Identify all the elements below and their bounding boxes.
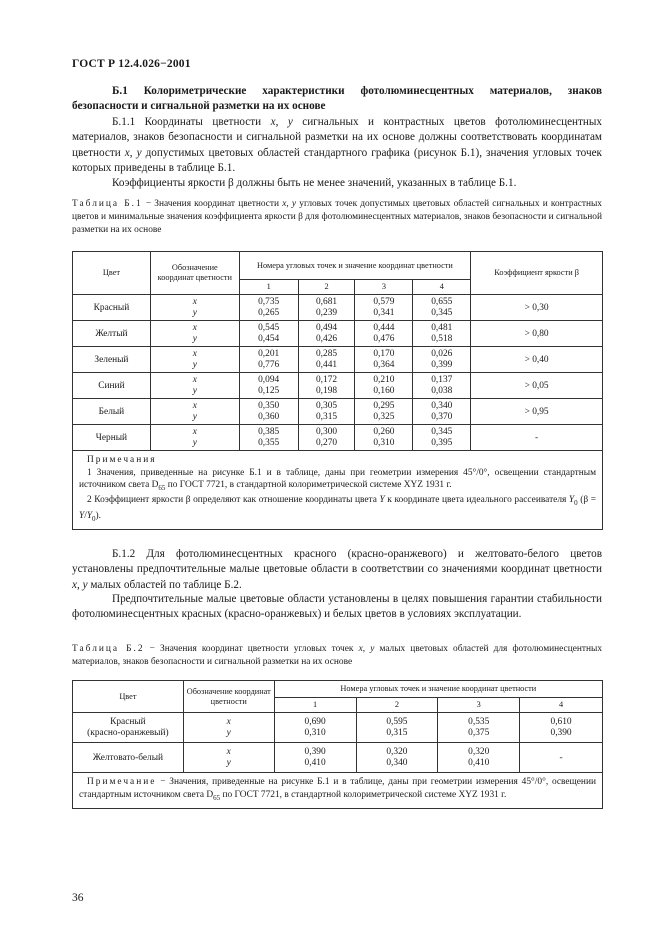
color-name: Желтый (73, 321, 151, 347)
beta-value: > 0,05 (471, 373, 603, 399)
point-value: 0,579 0,341 (355, 295, 413, 321)
coord-labels: x y (150, 295, 239, 321)
beta-value: > 0,30 (471, 295, 603, 321)
color-name: Красный (73, 295, 151, 321)
point-value: 0,494 0,426 (298, 321, 355, 347)
coord-labels: x y (150, 425, 239, 451)
table-b2-caption: Таблица Б.2 − Значения координат цветности угловых точек x, y малых цветовых областей для фотолюминесцентных материалов, знаков безопасности и сигнальной разметки на их основе (72, 644, 603, 667)
point-value: 0,260 0,310 (355, 425, 413, 451)
color-name: Желтовато-белый (73, 743, 184, 773)
point-value: 0,320 0,410 (438, 743, 520, 773)
table-row (73, 743, 603, 773)
point-value: 0,295 0,325 (355, 399, 413, 425)
table-row (73, 373, 603, 399)
header-coordinates: Обозначение координат цветности (150, 252, 239, 295)
beta-value: - (471, 425, 603, 451)
coord-labels: x y (183, 743, 274, 773)
point-value: 0,350 0,360 (239, 399, 298, 425)
point-value: 0,170 0,364 (355, 347, 413, 373)
table-b1-caption: Таблица Б.1 − Значения координат цветности x, y угловых точек допустимых цветовых областей сигнальных и контрастных цветов и минимальные значения коэффициента яркости β для фотолюминесцентных материалов, знаков безопасности и сигнальной разметки на их основе (72, 199, 602, 235)
coord-labels: x y (183, 713, 274, 743)
table-row (73, 713, 603, 743)
point-value: 0,735 0,265 (239, 295, 298, 321)
point-number: 2 (356, 698, 438, 713)
point-number: 1 (274, 698, 356, 713)
point-value: 0,610 0,390 (520, 713, 603, 743)
point-value: 0,340 0,370 (413, 399, 471, 425)
point-number: 3 (355, 280, 413, 295)
header-beta: Коэффициент яркости β (471, 252, 603, 295)
table-row (73, 295, 603, 321)
point-value: 0,545 0,454 (239, 321, 298, 347)
point-number: 1 (239, 280, 298, 295)
table-row (73, 399, 603, 425)
point-value: 0,655 0,345 (413, 295, 471, 321)
header-points: Номера угловых точек и значение координат цветности (274, 681, 602, 698)
point-value: 0,026 0,399 (413, 347, 471, 373)
point-value: 0,201 0,776 (239, 347, 298, 373)
color-name: Белый (73, 399, 151, 425)
standard-header: ГОСТ Р 12.4.026−2001 (72, 58, 191, 70)
header-coordinates: Обозначение координат цветности (183, 681, 274, 713)
color-name: Черный (73, 425, 151, 451)
point-value: 0,444 0,476 (355, 321, 413, 347)
point-value: 0,172 0,198 (298, 373, 355, 399)
point-value: 0,385 0,355 (239, 425, 298, 451)
beta-value: > 0,95 (471, 399, 603, 425)
point-value: 0,345 0,395 (413, 425, 471, 451)
table-b1-notes: Примечания 1 Значения, приведенные на рисунке Б.1 и в таблице, даны при геометрии измерения 45°/0°, освещении стандартным источником света $D_{65}$ по ГОСТ 7721, в стандартной колориметрической системе XYZ 1931 г. 2 Коэффициент яркости β определяют как отношение координаты цвета Y к координате цвета идеального рассеивателя $Y_0$ $(\beta = Y/Y_0)$. (73, 451, 603, 530)
paragraph-preferred: Предпочтительные малые цветовые области установлены в целях повышения гарантии стабильности фотолюминесцентных красных (красно-оранжевых) и белых цветов в условиях эксплуатации. (72, 593, 602, 621)
point-value: 0,690 0,310 (274, 713, 356, 743)
point-number: 4 (520, 698, 603, 713)
point-value: 0,137 0,038 (413, 373, 471, 399)
table-row (73, 425, 603, 451)
point-number: 3 (438, 698, 520, 713)
point-value: 0,210 0,160 (355, 373, 413, 399)
point-value: 0,320 0,340 (356, 743, 438, 773)
table-b2-note: Примечание − Значения, приведенные на рисунке Б.1 и в таблице, даны при геометрии измерения 45°/0°, освещении стандартным источником света $D_{65}$ по ГОСТ 7721, в стандартной колориметрической системе XYZ 1931 г. (73, 773, 603, 809)
paragraph-b11: Б.1.1 Координаты цветности x, y сигнальных и контрастных цветов фотолюминесцентных материалов, знаков безопасности и сигнальной разметки на их основе должны соответствовать координатам цветности x, y допустимых цветовых областей стандартного графика (рисунок Б.1), значения угловых точек которых приведены в таблице Б.1. (72, 116, 603, 174)
table-row (73, 321, 603, 347)
paragraph-b12: Б.1.2 Для фотолюминесцентных красного (красно-оранжевого) и желтовато-белого цветов установлены предпочтительные малые цветовые области в соответствии со значениями координат цветности x, y малых областей по таблице Б.2. (72, 548, 602, 591)
point-value: 0,481 0,518 (413, 321, 471, 347)
point-value: - (520, 743, 603, 773)
point-number: 4 (413, 280, 471, 295)
point-number: 2 (298, 280, 355, 295)
table-b2 (72, 680, 603, 809)
beta-value: > 0,80 (471, 321, 603, 347)
point-value: 0,595 0,315 (356, 713, 438, 743)
coord-labels: x y (150, 373, 239, 399)
color-name: Синий (73, 373, 151, 399)
header-color: Цвет (73, 252, 151, 295)
point-value: 0,681 0,239 (298, 295, 355, 321)
coord-labels: x y (150, 321, 239, 347)
header-points: Номера угловых точек и значение координат цветности (239, 252, 471, 280)
table-row (73, 347, 603, 373)
point-value: 0,305 0,315 (298, 399, 355, 425)
header-color: Цвет (73, 681, 184, 713)
point-value: 0,285 0,441 (298, 347, 355, 373)
coord-labels: x y (150, 399, 239, 425)
color-name: Зеленый (73, 347, 151, 373)
point-value: 0,390 0,410 (274, 743, 356, 773)
point-value: 0,300 0,270 (298, 425, 355, 451)
point-value: 0,535 0,375 (438, 713, 520, 743)
table-b1 (72, 251, 603, 530)
color-name: Красный (красно-оранжевый) (73, 713, 184, 743)
coord-labels: x y (150, 347, 239, 373)
beta-value: > 0,40 (471, 347, 603, 373)
page-number: 36 (72, 892, 84, 904)
point-value: 0,094 0,125 (239, 373, 298, 399)
paragraph-beta: Коэффициенты яркости β должны быть не менее значений, указанных в таблице Б.1. (112, 177, 517, 189)
section-title: Б.1 Колориметрические характеристики фотолюминесцентных материалов, знаков безопасности и сигнальной разметки на их основе (72, 85, 602, 113)
